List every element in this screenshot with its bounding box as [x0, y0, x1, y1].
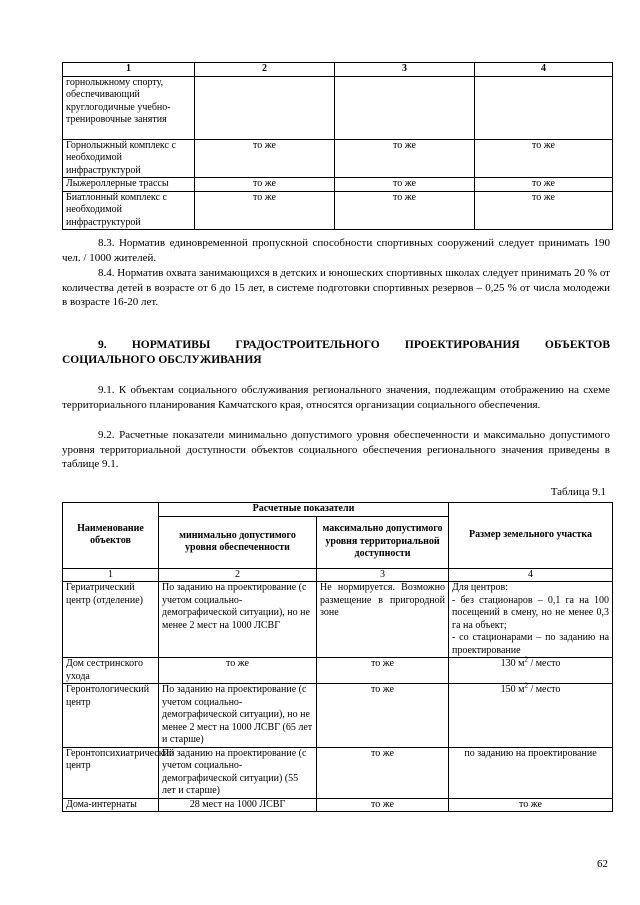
table-cell: то же	[335, 139, 475, 178]
cell-line: Для центров:	[452, 582, 509, 593]
area-unit: / место	[527, 658, 561, 669]
table-header-row	[63, 503, 613, 517]
table-cell-name: Дом сестринского ухода	[63, 658, 159, 684]
table-cell-name: Дома-интернаты	[63, 798, 159, 812]
table-cell: то же	[159, 658, 317, 684]
column-number: 4	[449, 568, 613, 582]
table-row	[63, 684, 613, 748]
table-header-cell: 4	[475, 63, 613, 77]
paragraph-8-3: 8.3. Норматив единовременной пропускной способности спортивных сооружений следует принимать 190 чел. / 1000 жителей.	[62, 237, 610, 264]
table-cell: то же	[195, 178, 335, 192]
section-heading: 9. НОРМАТИВЫ ГРАДОСТРОИТЕЛЬНОГО ПРОЕКТИРОВАНИЯ ОБЪЕКТОВ СОЦИАЛЬНОГО ОБСЛУЖИВАНИЯ	[62, 339, 610, 366]
table-caption: Таблица 9.1	[550, 486, 606, 498]
col-header-name: Наименование объектов	[63, 503, 159, 569]
table-header-cell: 3	[335, 63, 475, 77]
column-number: 1	[63, 568, 159, 582]
cell-line: - со стационарами – по заданию на проектирование	[452, 632, 610, 656]
table-cell: то же	[317, 684, 449, 748]
area-superscript: 2	[524, 681, 528, 690]
table-cell: то же	[449, 798, 613, 812]
table-cell	[335, 76, 475, 139]
table-row	[63, 658, 613, 684]
table-row	[63, 798, 613, 812]
area-unit: / место	[527, 684, 561, 695]
table-cell-name: горнолыжному спорту, обеспечивающий круглогодичные учебно-тренировочные занятия	[63, 76, 195, 139]
table-cell: то же	[195, 139, 335, 178]
table-header-cell: 1	[63, 63, 195, 77]
area-value: 130 м	[500, 658, 525, 669]
table-row	[63, 747, 613, 798]
table-row	[63, 139, 613, 178]
table-cell: то же	[317, 798, 449, 812]
table-cell: то же	[475, 139, 613, 178]
table-number-row	[63, 568, 613, 582]
table-cell: По заданию на проектирование (с учетом социально-демографической ситуации), но не менее 2 мест на 1000 ЛСВГ	[159, 582, 317, 658]
table-cell: то же	[195, 191, 335, 230]
table-cell-name: Биатлонный комплекс с необходимой инфраструктурой	[63, 191, 195, 230]
table-cell-name: Геронтопсихиатрический центр	[63, 747, 159, 798]
column-number: 3	[317, 568, 449, 582]
table-header-row	[63, 63, 613, 77]
page-number: 62	[597, 858, 608, 870]
col-header-land: Размер земельного участка	[449, 503, 613, 569]
table-cell: то же	[317, 658, 449, 684]
table-cell: По заданию на проектирование (с учетом социально-демографической ситуации) (55 лет и старше)	[159, 747, 317, 798]
table-row	[63, 76, 613, 139]
table-cell-land	[449, 582, 613, 658]
table-cell: то же	[317, 747, 449, 798]
sports-facilities-table	[62, 62, 613, 230]
table-cell: По заданию на проектирование (с учетом социально-демографической ситуации), но не менее 2 мест на 1000 ЛСВГ (65 лет и старше)	[159, 684, 317, 748]
table-cell: то же	[335, 191, 475, 230]
table-cell: по заданию на проектирование	[449, 747, 613, 798]
col-header-max: максимально допустимого уровня территориальной доступности	[317, 516, 449, 568]
table-cell	[195, 76, 335, 139]
table-cell: то же	[475, 191, 613, 230]
table-cell	[449, 655, 613, 684]
table-cell	[449, 681, 613, 748]
table-cell: Не нормируется. Возможно размещение в пригородной зоне	[317, 582, 449, 658]
paragraph-8-4: 8.4. Норматив охвата занимающихся в детских и юношеских спортивных школах следует принимать 20 % от количества детей в возрасте от 6 до 15 лет, в системе подготовки спортивных резервов – 0,25 % от числа молодежи в возрасте 16-20 лет.	[62, 267, 610, 308]
column-number: 2	[159, 568, 317, 582]
table-cell: то же	[475, 178, 613, 192]
area-superscript: 2	[524, 655, 528, 664]
paragraph-9-1: 9.1. К объектам социального обслуживания регионального значения, подлежащим отображению на схеме территориального планирования Камчатского края, относятся организации социального обеспечения.	[62, 384, 610, 411]
table-cell-name: Геронтологический центр	[63, 684, 159, 748]
table-cell-name: Гериатрический центр (отделение)	[63, 582, 159, 658]
table-cell	[475, 76, 613, 139]
table-cell: то же	[335, 178, 475, 192]
table-header-cell: 2	[195, 63, 335, 77]
cell-line: - без стационаров – 0,1 га на 100 посещений в смену, но не менее 0,3 га на объект;	[452, 594, 610, 631]
group-header: Расчетные показатели	[159, 503, 449, 517]
table-cell: 28 мест на 1000 ЛСВГ	[159, 798, 317, 812]
table-cell-name: Горнолыжный комплекс с необходимой инфраструктурой	[63, 139, 195, 178]
social-facilities-table	[62, 502, 613, 812]
table-row	[63, 178, 613, 192]
table-row	[63, 582, 613, 658]
col-header-min: минимально допустимого уровня обеспеченности	[159, 516, 317, 568]
area-value: 150 м	[500, 684, 525, 695]
paragraph-9-2: 9.2. Расчетные показатели минимально допустимого уровня обеспеченности и максимально допустимого уровня территориальной доступности объектов социального обеспечения регионального значения приведены в таблице 9.1.	[62, 429, 610, 470]
table-row	[63, 191, 613, 230]
table-cell-name: Лыжероллерные трассы	[63, 178, 195, 192]
